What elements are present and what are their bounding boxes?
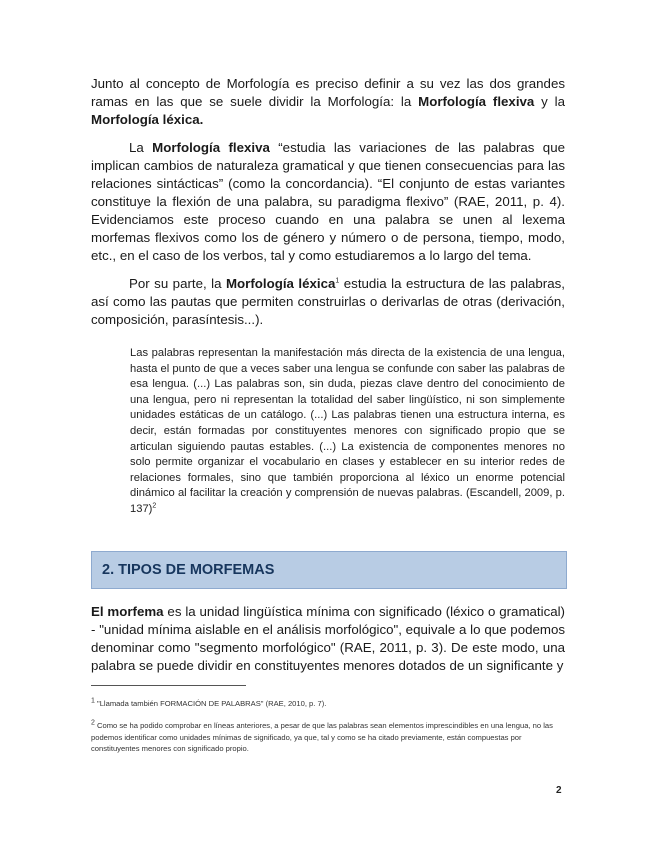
footnote-2: $^2$ Como se ha podido comprobar en líneas anteriores, a pesar de que las palabras sean elementos imprescindibles en una lengua, no las podemos identificar como unidades mínimas de significado, ya que, tal y como se ha citado previamente, están compuestas por constituyentes menores con significado propio. xyxy=(91,719,553,753)
intro-paragraph: Junto al concepto de Morfología es preciso definir a su vez las dos grandes ramas en las que se suele dividir la Morfología: la Morfología flexiva y la Morfología léxica. xyxy=(91,76,566,127)
term-morfologia-lexica: Morfología léxica xyxy=(225,276,336,291)
section-title: 2. TIPOS DE MORFEMAS xyxy=(102,562,275,578)
footnote-separator xyxy=(91,685,246,686)
page-number: 2 xyxy=(556,785,562,796)
block-quote: Las palabras representan la manifestación más directa de la existencia de una lengua, hasta el punto de que a veces saber una lengua se confunde con saber las palabras de esa lengua. (...) Las palabras son, sin duda, piezas clave dentro del conocimiento de una lengua, pero ni representan la totalidad del saber lingüístico, ni son simplemente unidades estáticas de un catálogo. (...) Las palabras tienen una estructura interna, es decir, están formadas por constituyentes menores con significado propio que se articulan siguiendo pautas estables. (...) La existencia de componentes menores no solo permite organizar el vocabulario en clases y establecer en su interior redes de relaciones formales, sino que también proporciona al léxico un enorme potencial dinámico al facilitar la creación y comprensión de nuevas palabras. (Escandell, 2009, p. 137)$^2$ xyxy=(130,347,565,515)
lexica-paragraph: Por su parte, la Morfología léxica$^1$ estudia la estructura de las palabras, así como las pautas que permiten construirlas o derivarlas de otras (derivación, composición, parasíntesis...). xyxy=(91,276,565,327)
footnote-ref-1[interactable]: 1 xyxy=(335,277,340,285)
term-morfologia-flexiva: Morfología flexiva xyxy=(152,140,270,155)
section-heading-bar xyxy=(91,551,567,589)
term-morfema: El morfema xyxy=(91,604,164,619)
term-morfologia-flexiva: Morfología flexiva xyxy=(418,94,535,109)
footnote-number: 1 xyxy=(91,697,95,705)
footnote-ref-2[interactable]: 2 xyxy=(152,502,157,510)
footnote-1: $^1$ "Llamada también FORMACIÓN DE PALABRAS" (RAE, 2010, p. 7). xyxy=(91,697,327,708)
morfema-paragraph: El morfema es la unidad lingüística mínima con significado (léxico o gramatical) - "unidad mínima aislable en el análisis morfológico", equivale a lo que podemos denominar como "segmento morfológico" (RAE, 2011, p. 3). De este modo, una palabra se puede dividir en constituyentes menores dotados de un significante y xyxy=(91,604,565,673)
term-morfologia-lexica: Morfología léxica xyxy=(91,112,200,127)
footnote-number: 2 xyxy=(91,719,95,727)
flexiva-paragraph: La Morfología flexiva “estudia las variaciones de las palabras que implican cambios de naturaleza gramatical y que tienen consecuencias para las relaciones sintácticas” (como la concordancia). “El conjunto de estas variantes constituye la flexión de una palabra, su paradigma flexivo” (RAE, 2011, p. 4). Evidenciamos este proceso cuando en una palabra se unen al lexema morfemas flexivos como los de género y número o de persona, tiempo, modo, etc., en el caso de los verbos, tal y como estudiaremos a lo largo del tema. xyxy=(91,140,565,263)
